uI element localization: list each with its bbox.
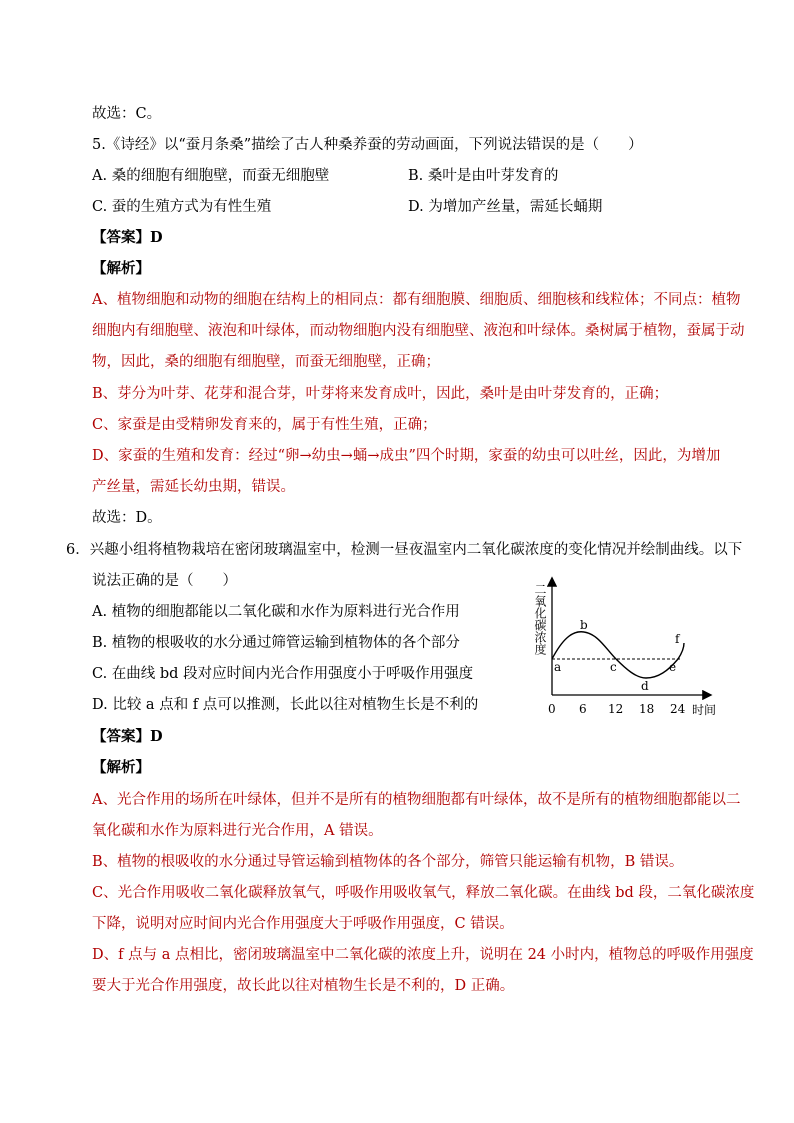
q5-analysis-line: C、家蚕是由受精卵发育来的，属于有性生殖，正确； [92, 417, 437, 433]
q5-option-d: D. 为增加产丝量，需延长蛹期 [408, 199, 603, 215]
q6-option-a: A. 植物的细胞都能以二氧化碳和水作为原料进行光合作用 [92, 604, 460, 620]
q6-analysis-line: 要大于光合作用强度，故长此以往对植物生长是不利的，D 正确。 [92, 978, 515, 994]
q5-analysis-line: A、植物细胞和动物的细胞在结构上的相同点：都有细胞膜、细胞质、细胞核和线粒体；不同点：植物 [92, 292, 741, 308]
q6-analysis-line: D、f 点与 a 点相比，密闭玻璃温室中二氧化碳的浓度上升，说明在 24 小时内，植物总的呼吸作用强度 [92, 947, 754, 963]
co2-concentration-figure [532, 575, 732, 725]
co2-curve [552, 632, 684, 678]
q5-analysis-line: D、家蚕的生殖和发育：经过“卵→幼虫→蛹→成虫”四个时期，家蚕的幼虫可以吐丝，因此，为增加 [92, 448, 721, 464]
q5-analysis-line: 物，因此，桑的细胞有细胞壁，而蚕无细胞壁，正确； [92, 354, 440, 370]
point-label-c: c [610, 660, 617, 674]
q5-conclusion: 故选：D。 [92, 510, 162, 526]
q4-conclusion: 故选：C。 [92, 106, 162, 122]
point-label-b: b [580, 618, 588, 632]
point-label-f: f [675, 632, 680, 646]
q5-analysis-line: B、芽分为叶芽、花芽和混合芽，叶芽将来发育成叶，因此，桑叶是由叶芽发育的，正确； [92, 386, 669, 402]
q6-option-b: B. 植物的根吸收的水分通过筛管运输到植物体的各个部分 [92, 635, 460, 651]
point-label-d: d [641, 679, 649, 693]
x-axis-label: 时间 [692, 703, 717, 717]
q5-option-a: A. 桑的细胞有细胞壁，而蚕无细胞壁 [92, 168, 330, 184]
q5-option-c: C. 蚕的生殖方式为有性生殖 [92, 199, 272, 215]
x-tick-label: 0 [548, 702, 556, 716]
point-label-e: e [669, 660, 677, 674]
q6-analysis-label: 【解析】 [92, 759, 150, 776]
q6-option-d: D. 比较 a 点和 f 点可以推测，长此以往对植物生长是不利的 [92, 697, 479, 713]
x-tick-label: 18 [639, 702, 655, 716]
y-axis-label: 二氧化碳浓度 [533, 583, 547, 655]
q5-option-b: B. 桑叶是由叶芽发育的 [408, 168, 559, 184]
q6-answer: 【答案】D [92, 728, 163, 745]
x-tick-label: 24 [670, 702, 686, 716]
q6-analysis-line: 氧化碳和水作为原料进行光合作用，A 错误。 [92, 823, 383, 839]
q5-analysis-label: 【解析】 [92, 260, 150, 277]
x-tick-label: 6 [579, 702, 587, 716]
q6-analysis-line: C、光合作用吸收二氧化碳释放氧气，呼吸作用吸收氧气，释放二氧化碳。在曲线 bd 段，二氧化碳浓度 [92, 885, 755, 901]
q5-stem: 5.《诗经》以“蚕月条桑”描绘了古人种桑养蚕的劳动画面，下列说法错误的是（ ） [92, 137, 643, 153]
q6-analysis-line: A、光合作用的场所在叶绿体，但并不是所有的植物细胞都有叶绿体，故不是所有的植物细胞都能以二 [92, 792, 741, 808]
q6-analysis-line: B、植物的根吸收的水分通过导管运输到植物体的各个部分，筛管只能运输有机物，B 错误。 [92, 854, 684, 870]
q6-stem-line2: 说法正确的是（ ） [92, 573, 237, 589]
point-label-a: a [554, 660, 562, 674]
q5-analysis-line: 细胞内有细胞壁、液泡和叶绿体，而动物细胞内没有细胞壁、液泡和叶绿体。桑树属于植物，蚕属于动 [92, 323, 745, 339]
x-tick-label: 12 [608, 702, 624, 716]
q5-analysis-line: 产丝量，需延长幼虫期，错误。 [92, 479, 295, 495]
q5-answer: 【答案】D [92, 229, 163, 246]
q6-stem-line1: 6．兴趣小组将植物栽培在密闭玻璃温室中，检测一昼夜温室内二氧化碳浓度的变化情况并绘制曲线。以下 [66, 542, 743, 558]
q6-option-c: C. 在曲线 bd 段对应时间内光合作用强度小于呼吸作用强度 [92, 666, 474, 682]
q6-analysis-line: 下降，说明对应时间内光合作用强度大于呼吸作用强度，C 错误。 [92, 916, 514, 932]
